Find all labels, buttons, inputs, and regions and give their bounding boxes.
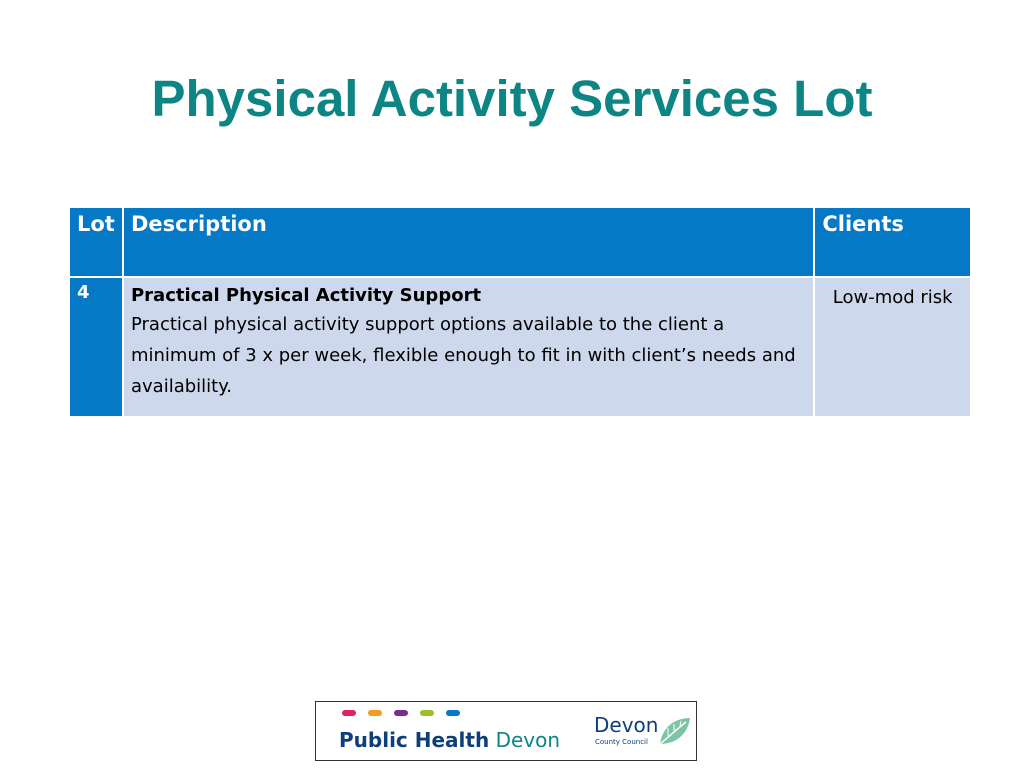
description-text: Practical physical activity support options available to the client a minimum of 3 x per week, flexible enough to fit in with client’s needs and availability. [130, 314, 796, 397]
header-clients: Clients [814, 207, 971, 277]
header-description: Description [123, 207, 814, 277]
cell-description [123, 277, 814, 417]
council-sub-text: County Council [595, 738, 648, 746]
table-header-row [69, 207, 971, 277]
header-lot: Lot [69, 207, 123, 277]
cell-lot-number: 4 [69, 277, 123, 417]
logo-dot [420, 710, 434, 716]
table-row [69, 277, 971, 417]
public-health-text: Public Health [339, 728, 490, 752]
cell-clients: Low-mod risk [814, 277, 971, 417]
logo-dot [446, 710, 460, 716]
logo-dot [394, 710, 408, 716]
public-health-devon-wordmark [339, 727, 560, 753]
description-heading: Practical Physical Activity Support [130, 285, 482, 306]
logo-dot [342, 710, 356, 716]
lot-table [68, 206, 972, 418]
devon-text: Devon [495, 728, 561, 752]
council-devon-text: Devon [594, 713, 659, 737]
public-health-devon-logo [315, 701, 697, 761]
slide-title: Physical Activity Services Lot [151, 70, 873, 127]
logo-dot [368, 710, 382, 716]
leaf-icon [656, 714, 692, 748]
